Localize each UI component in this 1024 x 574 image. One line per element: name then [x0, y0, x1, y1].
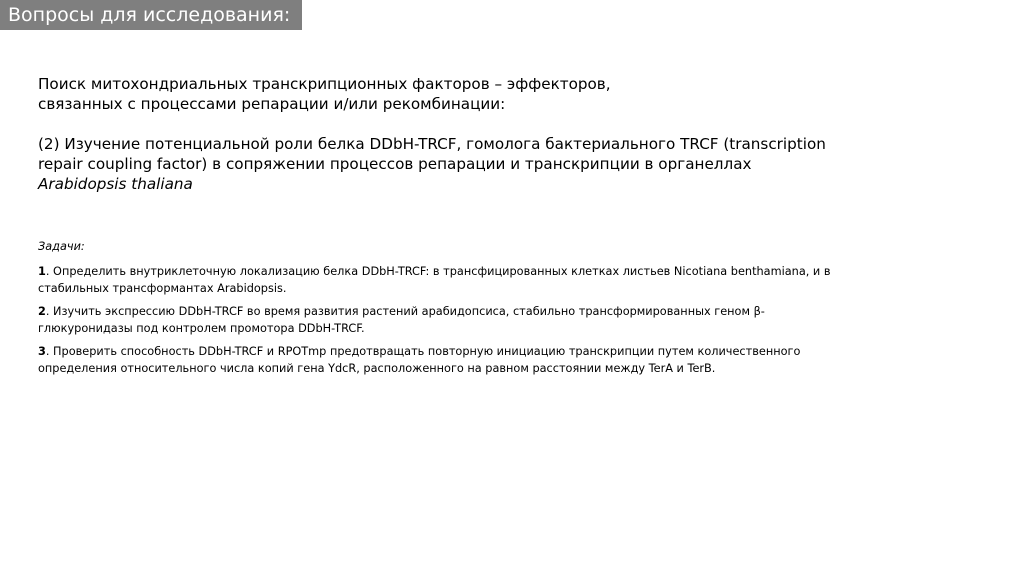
topic-item-2-text: (2) Изучение потенциальной роли белка DDbH-TRCF, гомолога бактериального TRCF (transcription repair coupling factor) в сопряжении процессов репарации и транскрипции в органеллах	[38, 135, 826, 173]
task-item-3	[38, 343, 858, 377]
task-item-2	[38, 303, 858, 337]
topic-item-2-species: Arabidopsis thaliana	[38, 175, 193, 193]
task-item-1	[38, 263, 858, 297]
topic-item-2	[38, 134, 838, 194]
task-text-3: . Проверить способность DDbH-TRCF и RPOTmp предотвращать повторную инициацию транскрипции путем количественного определения относительного числа копий гена YdcR, расположенного на равном расстоянии между TerA и TerB.	[38, 345, 801, 375]
tasks-section	[38, 238, 858, 383]
slide-title: Вопросы для исследования:	[0, 0, 302, 30]
task-text-1: . Определить внутриклеточную локализацию белка DDbH-TRCF: в трансфицированных клетках листьев Nicotiana benthamiana, и в стабильных трансформантах Arabidopsis.	[38, 265, 831, 295]
task-number-2: 2	[38, 305, 46, 318]
tasks-heading: Задачи:	[38, 240, 85, 253]
topic-line-1: Поиск митохондриальных транскрипционных факторов – эффекторов,	[38, 75, 611, 93]
topic-line-2: связанных с процессами репарации и/или рекомбинации:	[38, 95, 506, 113]
task-number-3: 3	[38, 345, 46, 358]
task-text-2: . Изучить экспрессию DDbH-TRCF во время развития растений арабидопсиса, стабильно трансформированных геном β-глюкуронидазы под контролем промотора DDbH-TRCF.	[38, 305, 765, 335]
task-number-1: 1	[38, 265, 46, 278]
research-topic	[38, 74, 838, 194]
